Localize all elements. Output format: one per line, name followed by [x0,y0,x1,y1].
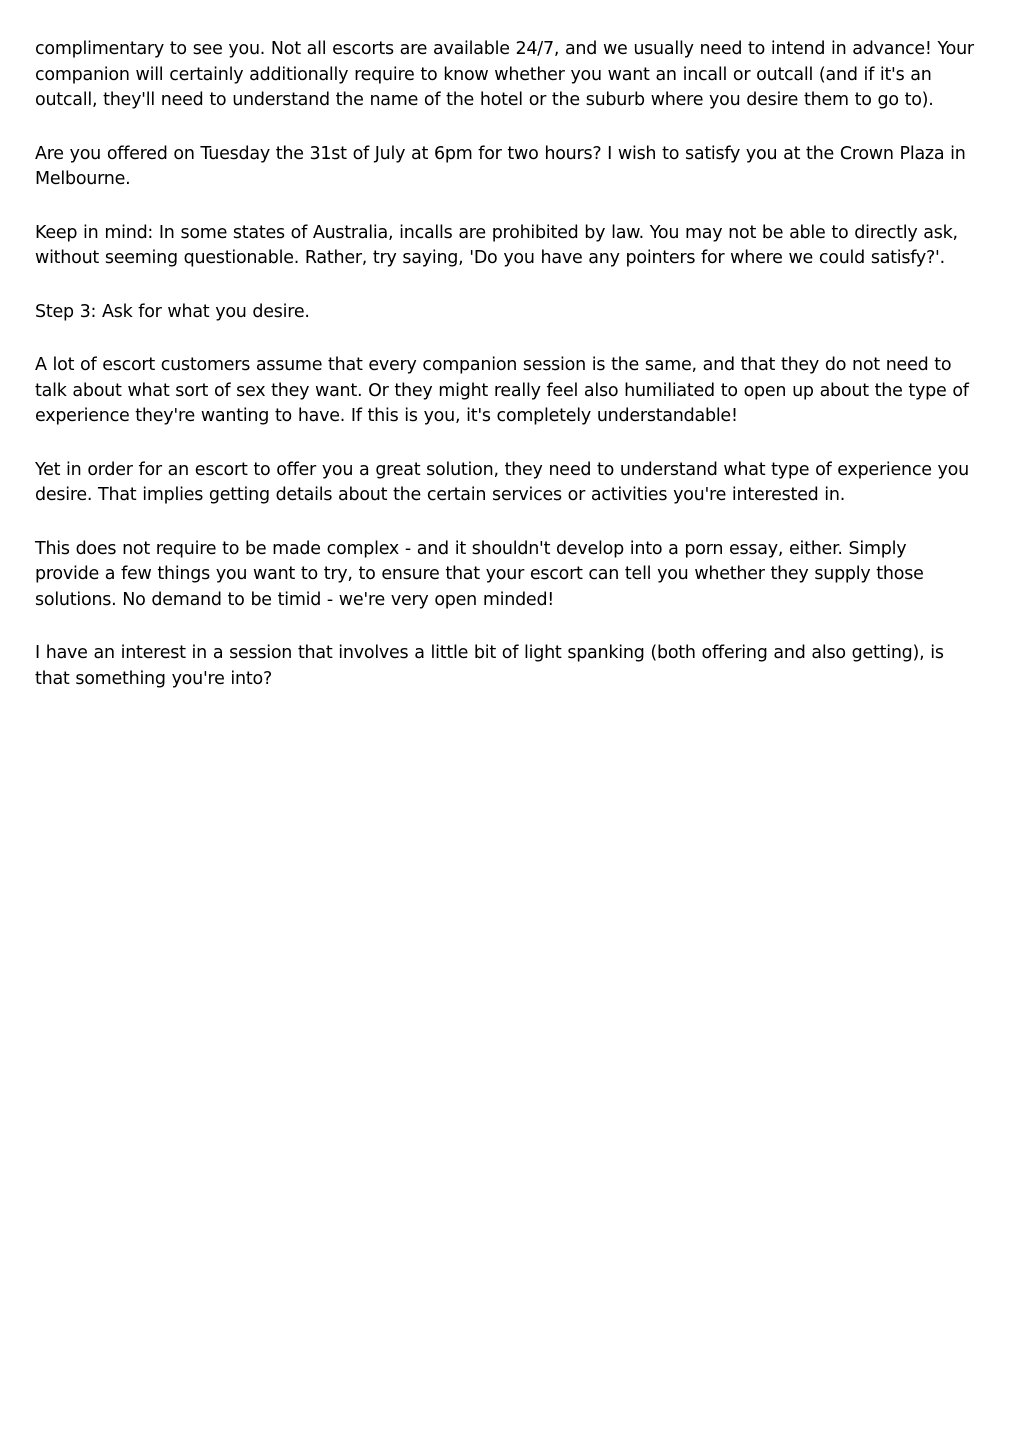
paragraph-example-interest: I have an interest in a session that involves a little bit of light spanking (both offering and also getting), is that something you're into? [35,643,944,689]
paragraph-step-heading: Step 3: Ask for what you desire. [35,301,310,322]
paragraph-experience-details: Yet in order for an escort to offer you a great solution, they need to understand what type of experience you desire. That implies getting details about the certain services or activities you're interested in. [35,459,969,505]
paragraph-keep-in-mind: Keep in mind: In some states of Australia, incalls are prohibited by law. You may not be able to directly ask, without seeming questionable. Rather, try saying, 'Do you have any pointers for where we could satisfy?'. [35,222,958,268]
paragraph-not-complex: This does not require to be made complex - and it shouldn't develop into a porn essay, either. Simply provide a few things you want to try, to ensure that your escort can tell you whether they supply those solutions. No demand to be timid - we're very open minded! [35,538,924,610]
paragraph-customers-assume: A lot of escort customers assume that every companion session is the same, and that they do not need to talk about what sort of sex they want. Or they might really feel also humiliated to open up about the type of experience they're wanting to have. If this is you, it's completely understandable! [35,355,969,426]
paragraph-availability: complimentary to see you. Not all escorts are available 24/7, and we usually need to intend in advance! Your companion will certainly additionally require to know whether you want an incall or outcall (and if it's an outcall, they'll need to understand the name of the hotel or the suburb where you desire them to go to). [35,39,974,110]
document-page [35,37,975,720]
paragraph-example-request: Are you offered on Tuesday the 31st of July at 6pm for two hours? I wish to satisfy you at the Crown Plaza in Melbourne. [35,143,966,189]
